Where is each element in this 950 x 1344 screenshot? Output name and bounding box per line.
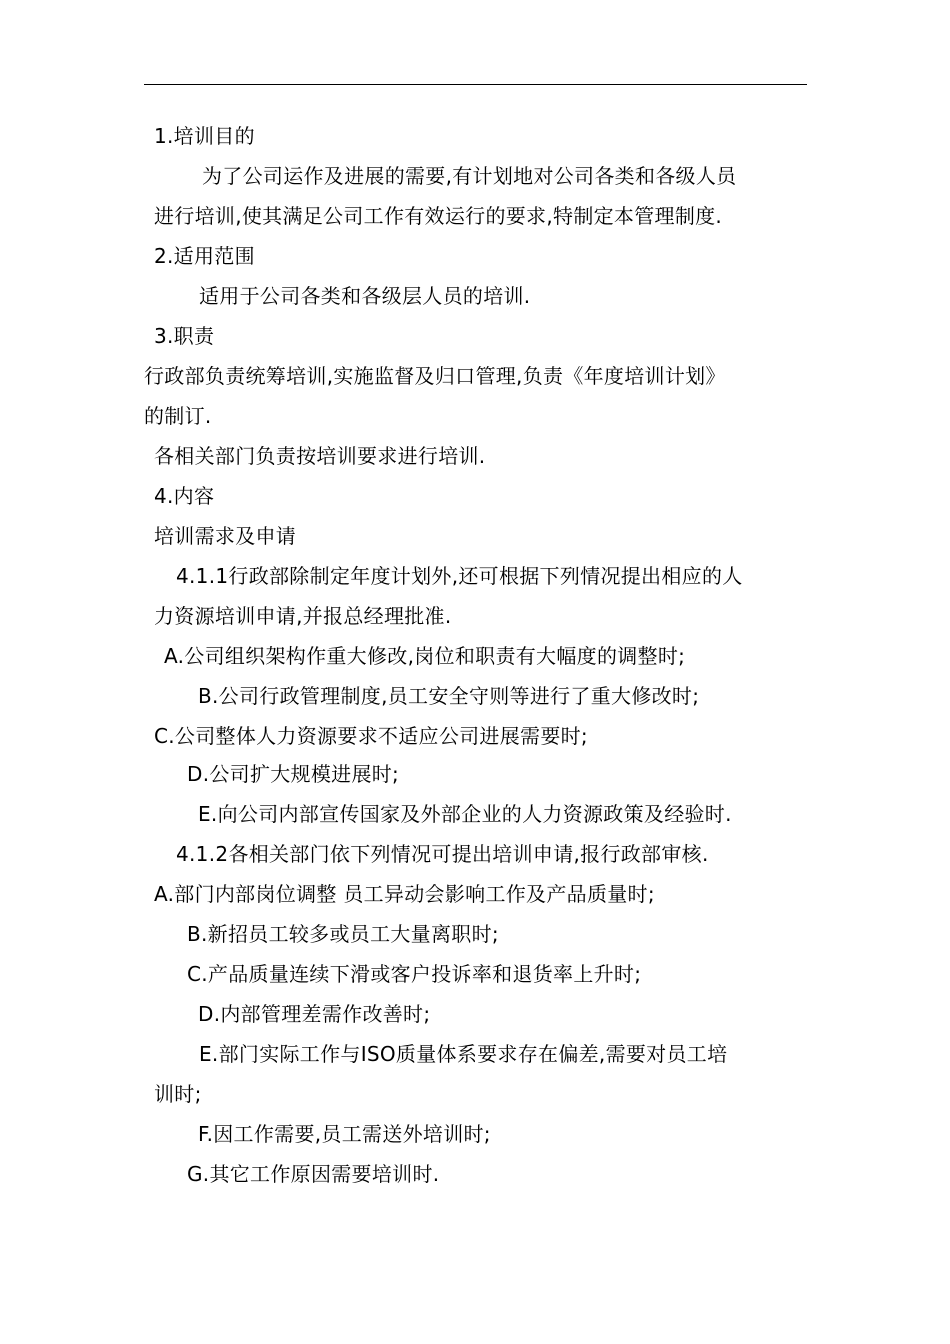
list-item: D.公司扩大规模进展时; (187, 762, 400, 786)
section-heading-responsibilities: 3.职责 (154, 324, 215, 348)
paragraph-line: 行政部负责统筹培训,实施监督及归口管理,负责《年度培训计划》 (144, 364, 726, 388)
list-item: A.部门内部岗位调整 员工异动会影响工作及产品质量时; (154, 882, 655, 906)
paragraph-line: 各相关部门负责按培训要求进行培训. (154, 444, 486, 468)
section-heading-purpose: 1.培训目的 (154, 124, 255, 148)
list-item: E.向公司内部宣传国家及外部企业的人力资源政策及经验时. (198, 802, 732, 826)
paragraph-line: 为了公司运作及进展的需要,有计划地对公司各类和各级人员 (202, 164, 737, 188)
header-rule (144, 84, 807, 85)
list-item: C.产品质量连续下滑或客户投诉率和退货率上升时; (187, 962, 642, 986)
paragraph-line: 适用于公司各类和各级层人员的培训. (199, 284, 531, 308)
list-item: B.公司行政管理制度,员工安全守则等进行了重大修改时; (198, 684, 700, 708)
clause-line: 4.1.1行政部除制定年度计划外,还可根据下列情况提出相应的人 (176, 564, 743, 588)
list-item: A.公司组织架构作重大修改,岗位和职责有大幅度的调整时; (164, 644, 686, 668)
section-heading-content: 4.内容 (154, 484, 215, 508)
list-item: D.内部管理差需作改善时; (198, 1002, 431, 1026)
clause-line: 力资源培训申请,并报总经理批准. (154, 604, 452, 628)
clause-line: 4.1.2各相关部门依下列情况可提出培训申请,报行政部审核. (176, 842, 709, 866)
list-item: B.新招员工较多或员工大量离职时; (187, 922, 499, 946)
paragraph-line: 进行培训,使其满足公司工作有效运行的要求,特制定本管理制度. (154, 204, 723, 228)
paragraph-line: 的制订. (144, 404, 212, 428)
subsection-heading: 培训需求及申请 (154, 524, 297, 548)
list-item: E.部门实际工作与ISO质量体系要求存在偏差,需要对员工培 (199, 1042, 728, 1066)
list-item: 训时; (154, 1082, 202, 1106)
list-item: F.因工作需要,员工需送外培训时; (198, 1122, 491, 1146)
section-heading-scope: 2.适用范围 (154, 244, 255, 268)
list-item: G.其它工作原因需要培训时. (187, 1162, 440, 1186)
list-item: C.公司整体人力资源要求不适应公司进展需要时; (154, 724, 588, 748)
